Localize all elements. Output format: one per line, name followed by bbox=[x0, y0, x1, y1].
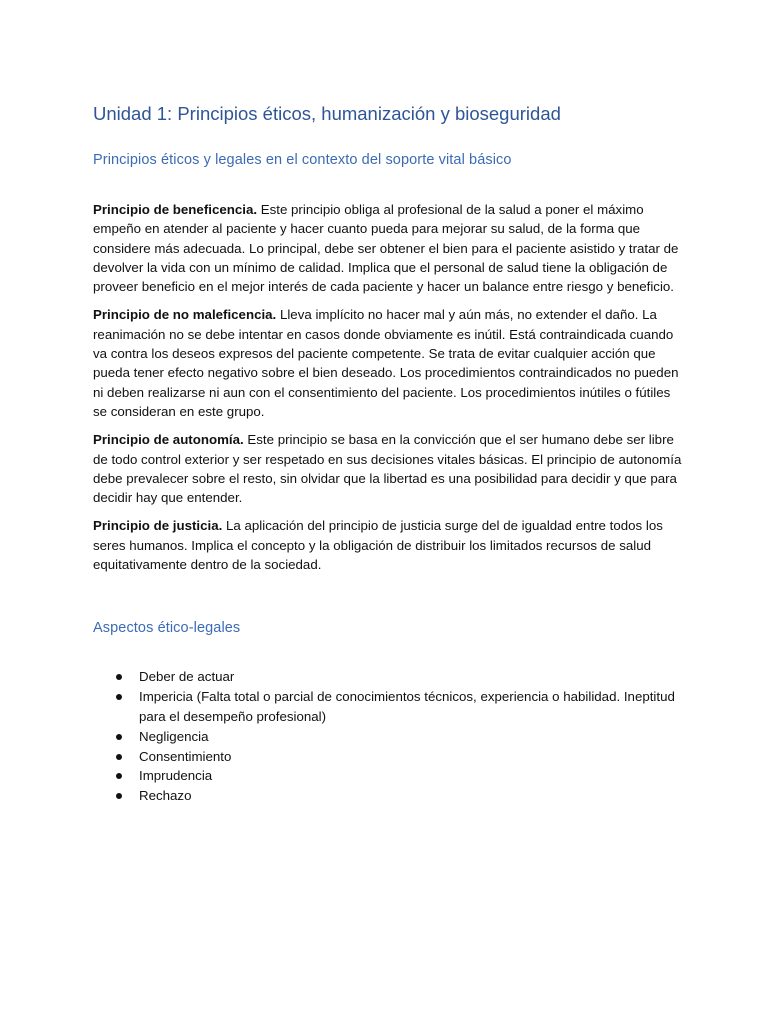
paragraph-text: Este principio obliga al profesional de la salud a poner el máximo empeño en atender al paciente y hacer cuanto pueda para mejorar su salud, de la forma que considere más adecuada. Lo principal, debe ser obtener el bien para el paciente asistido y tratar de devolver la vida con un mínimo de calidad. Implica que el personal de salud tiene la obligación de proveer beneficio en el mejor interés de cada paciente y hacer un balance entre riesgo y beneficio. bbox=[93, 202, 679, 295]
list-item-text: Consentimiento bbox=[139, 748, 232, 764]
term-autonomia: Principio de autonomía. bbox=[93, 432, 244, 448]
bullet-icon bbox=[116, 694, 122, 700]
paragraph-text: Este principio se basa en la convicción que el ser humano debe ser libre de todo control exterior y ser respetado en sus decisiones vitales básicas. El principio de autonomía debe prevalecer sobre el resto, sin olvidar que la libertad es una posibilidad para decidir y que para decidir hay que entender. bbox=[93, 432, 682, 506]
list-item bbox=[93, 747, 683, 767]
list-item bbox=[93, 667, 683, 687]
term-justicia: Principio de justicia. bbox=[93, 518, 223, 534]
section-heading-aspectos: Aspectos ético-legales bbox=[93, 620, 241, 637]
bullet-icon bbox=[116, 674, 122, 680]
list-item bbox=[93, 727, 683, 747]
document-content bbox=[93, 100, 683, 806]
bullet-icon bbox=[116, 773, 122, 779]
section-heading-principios: Principios éticos y legales en el contexto del soporte vital básico bbox=[93, 152, 512, 168]
paragraph-text: Lleva implícito no hacer mal y aún más, no extender el daño. La reanimación no se debe intentar en casos donde obviamente es inútil. Está contraindicada cuando va contra los deseos expresos del paciente competente. Se trata de evitar cualquier acción que pueda tener efecto negativo sobre el bien deseado. Los procedimientos contraindicados no pueden ni deben realizarse ni aun con el consentimiento del paciente. Los procedimientos inútiles o fútiles se consideran en este grupo. bbox=[93, 307, 679, 419]
document-title: Unidad 1: Principios éticos, humanización y bioseguridad bbox=[93, 103, 561, 124]
list-item-text: Rechazo bbox=[139, 788, 192, 804]
bullet-icon bbox=[116, 734, 122, 740]
list-item-text: Impericia (Falta total o parcial de conocimientos técnicos, experiencia o habilidad. Ineptitud para el desempeño profesional) bbox=[139, 689, 675, 724]
paragraph-beneficencia bbox=[93, 200, 683, 296]
term-beneficencia: Principio de beneficencia. bbox=[93, 202, 258, 217]
list-item-text: Imprudencia bbox=[139, 768, 213, 784]
list-item bbox=[93, 786, 683, 806]
list-item-text: Negligencia bbox=[139, 728, 209, 744]
paragraph-no-maleficencia bbox=[93, 305, 683, 421]
bullet-list bbox=[93, 667, 683, 806]
paragraph-justicia bbox=[93, 516, 683, 574]
bullet-icon bbox=[116, 754, 122, 760]
paragraph-autonomia bbox=[93, 430, 683, 507]
bullet-icon bbox=[116, 793, 122, 799]
list-item bbox=[93, 766, 683, 786]
paragraph-text: La aplicación del principio de justicia surge del de igualdad entre todos los seres humanos. Implica el concepto y la obligación de distribuir los limitados recursos de salud equitativamente dentro de la sociedad. bbox=[93, 518, 663, 573]
list-item-text: Deber de actuar bbox=[139, 669, 235, 685]
term-no-maleficencia: Principio de no maleficencia. bbox=[93, 307, 277, 323]
list-item bbox=[93, 687, 683, 727]
